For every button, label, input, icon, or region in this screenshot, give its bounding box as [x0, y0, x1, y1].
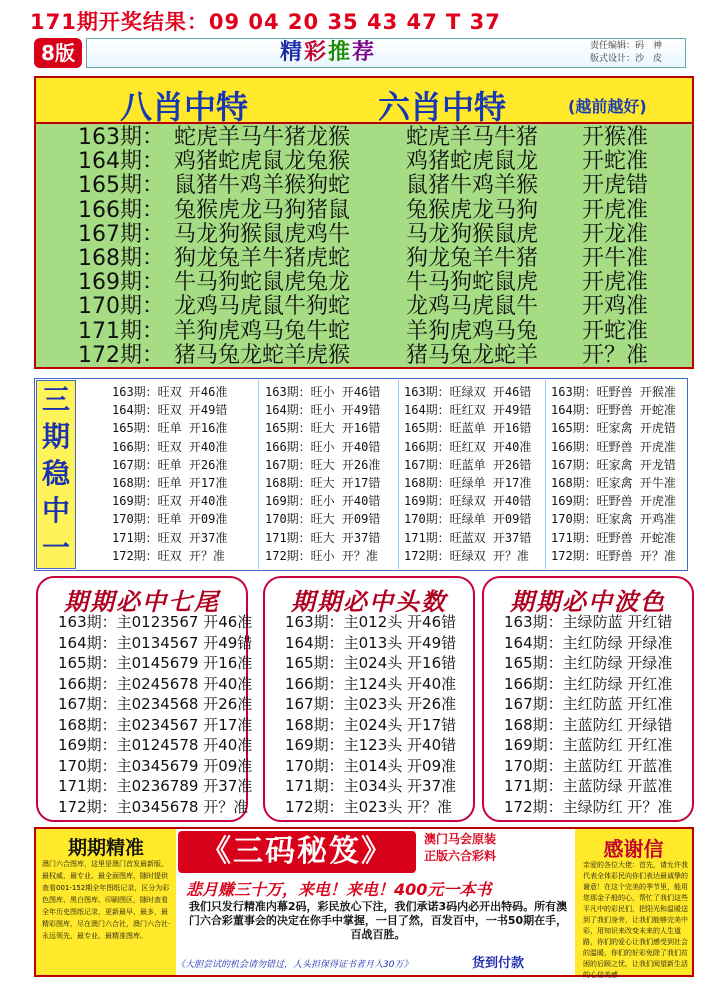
prediction-row: 170期：主0345679 开09准: [58, 756, 253, 775]
zodiac-row-eight: 牛马狗蛇鼠虎兔龙: [174, 270, 351, 296]
three-period-row: 171期：旺大 开37错: [265, 530, 381, 545]
zodiac-row-result: 开虎准: [582, 197, 649, 223]
zodiac-row: [78, 126, 648, 150]
three-period-title: 三 期 稳 中 一: [36, 380, 76, 569]
book-description: 我们只发行精准内幕2码，彩民放心下注，我们承诺3码内必开出特码。所有澳门六合彩董事会的决定在你手中掌握，一目了然，百发百中，一书50期在手，百战百胜。: [188, 900, 568, 941]
prediction-row: 163期：主012头 开46错: [285, 613, 457, 631]
zodiac-row-result: 开龙准: [582, 221, 649, 247]
prediction-row: 165期：主024头 开16错: [285, 654, 457, 672]
prediction-row: 169期：主蓝防红 开红准: [504, 736, 673, 754]
three-period-row: 163期：旺小 开46错: [265, 385, 381, 399]
left-panel-text: 澳门六合图库，这里是澳门首发最新版、最权威、最专业、最全面图库，随时提供查看001-152期全年图纸记录，区分为彩色图库、黑白图库、印刷图区，随时查看全年历史图纸记录，更新最早、最多，最精彩图库，尽在澳门六合社，澳门六合社·永远领先、最专业、最精准图库。: [42, 860, 171, 940]
prediction-row: 170期：主014头 开09准: [285, 756, 457, 775]
credits: [590, 40, 662, 66]
three-period-row: 170期：旺单 开09准: [112, 512, 228, 527]
zodiac-row-six: 鼠猪牛鸡羊猴: [406, 173, 539, 199]
prediction-card-title: 期期必中七尾: [64, 587, 220, 616]
banner-title: 精彩推荐: [280, 40, 377, 65]
zodiac-row-period: 165期：: [78, 173, 164, 199]
prediction-row: 172期：主绿防红 开？准: [504, 797, 673, 816]
editor-credit: 责任编辑：码 神: [590, 41, 663, 51]
prediction-row: 164期：主0134567 开49错: [58, 633, 253, 652]
prediction-row: 166期：主0245678 开40准: [58, 674, 253, 693]
three-period-row: 167期：旺单 开26准: [112, 457, 228, 472]
zodiac-row-six: 羊狗虎鸡马兔: [406, 318, 539, 344]
zodiac-row-eight: 兔猴虎龙马狗猪鼠: [174, 197, 351, 223]
zodiac-row: [78, 295, 648, 319]
section-note: (越前越好): [568, 97, 647, 116]
zodiac-row-eight: 马龙狗猴鼠虎鸡牛: [174, 221, 351, 247]
zodiac-row-result: 开？准: [582, 342, 649, 368]
zodiac-row-six: 猪马兔龙蛇羊: [406, 342, 539, 368]
prediction-row: 164期：主红防绿 开绿准: [504, 633, 673, 652]
thank-you-title: 感谢信: [603, 837, 664, 861]
three-period-row: 167期：旺家禽 开龙错: [551, 457, 676, 472]
thank-you-text: 亲爱的各位大佬：首先，请允许我代表全体彩民向你们表达最诚挚的谢意！在这个完美的季节里，能用您那金子般的心，帮忙了我们这些平凡中的彩民们，把阳光和温暖送到了我们身旁，让我们能够完美中彩，用知识来改变未来的人生道路，你们的爱心让我们感受到社会的温暖，你们的好彩免除了我们贫困的后顾之忧，让我们阅望新生活的心信美感: [583, 861, 688, 979]
column-divider: [545, 380, 546, 569]
prediction-row: 163期：主绿防蓝 开红错: [504, 613, 673, 631]
prediction-row: 163期：主0123567 开46准: [58, 613, 253, 631]
prediction-row: 167期：主红防蓝 开红准: [504, 695, 673, 713]
zodiac-row: [78, 271, 648, 295]
zodiac-row-period: 169期：: [78, 270, 164, 296]
three-period-column: [265, 383, 380, 565]
zodiac-row-period: 163期：: [78, 125, 164, 150]
prediction-card-list: [285, 612, 456, 817]
zodiac-row-eight: 蛇虎羊马牛猪龙猴: [174, 125, 351, 150]
prediction-card-list: [58, 612, 252, 817]
three-period-row: 169期：旺双 开40准: [112, 494, 228, 509]
prediction-row: 164期：主013头 开49错: [285, 633, 457, 652]
three-period-row: 170期：旺绿单 开09错: [404, 512, 532, 527]
zodiac-row-period: 166期：: [78, 197, 164, 223]
three-period-row: 169期：旺小 开40错: [265, 494, 381, 509]
three-period-row: 166期：旺双 开40准: [112, 439, 228, 454]
zodiac-row-eight: 羊狗虎鸡马兔牛蛇: [174, 318, 351, 344]
three-period-row: 171期：旺野兽 开蛇准: [551, 530, 676, 545]
three-period-row: 165期：旺家禽 开虎错: [551, 421, 676, 436]
zodiac-row: [78, 150, 648, 174]
prediction-row: 168期：主024头 开17错: [285, 715, 457, 734]
zodiac-row-result: 开牛准: [582, 246, 649, 271]
prediction-row: 169期：主123头 开40错: [285, 736, 457, 754]
prediction-row: 171期：主034头 开37准: [285, 777, 457, 795]
three-period-row: 168期：旺家禽 开牛准: [551, 475, 676, 490]
zodiac-row-six: 牛马狗蛇鼠虎: [406, 270, 539, 296]
zodiac-row-eight: 龙鸡马虎鼠牛狗蛇: [174, 294, 351, 320]
prediction-row: 168期：主蓝防红 开绿错: [504, 715, 673, 734]
three-period-row: 164期：旺双 开49错: [112, 403, 228, 418]
three-period-row: 163期：旺绿双 开46错: [404, 385, 532, 399]
zodiac-row: [78, 247, 648, 271]
zodiac-row-period: 164期：: [78, 149, 164, 175]
zodiac-row: [78, 199, 648, 223]
prediction-row: 171期：主蓝防绿 开蓝准: [504, 777, 673, 795]
prediction-row: 171期：主0236789 开37准: [58, 777, 253, 795]
draw-result: 171期开奖结果：09 04 20 35 43 47 T 37: [30, 10, 501, 34]
prediction-row: 165期：主红防绿 开绿准: [504, 654, 673, 672]
zodiac-row-period: 167期：: [78, 221, 164, 247]
zodiac-row-result: 开虎准: [582, 270, 649, 296]
three-period-row: 167期：旺大 开26准: [265, 457, 381, 472]
six-zodiac-title: 六肖中特: [378, 88, 507, 126]
three-period-row: 164期：旺野兽 开蛇准: [551, 403, 676, 418]
column-divider: [398, 380, 399, 569]
zodiac-row-six: 鸡猪蛇虎鼠龙: [406, 149, 539, 175]
zodiac-row-six: 龙鸡马虎鼠牛: [406, 294, 539, 320]
three-period-row: 165期：旺大 开16错: [265, 421, 381, 436]
book-subtitle: 澳门马会原装 正版六合彩料: [424, 832, 497, 863]
three-period-row: 171期：旺蓝双 开37错: [404, 530, 532, 545]
book-title: 《三码秘笈》: [201, 834, 393, 869]
zodiac-row-result: 开蛇准: [582, 318, 649, 344]
three-period-column: [404, 383, 531, 565]
three-period-row: 169期：旺绿双 开40错: [404, 494, 532, 509]
three-period-row: 166期：旺小 开40错: [265, 439, 381, 454]
prediction-row: 166期：主124头 开40准: [285, 674, 457, 693]
book-footnote: 《大胆尝试的机会请勿错过，人头担保得证书者月入30万》: [176, 960, 413, 970]
zodiac-row: [78, 223, 648, 247]
prediction-card-title: 期期必中波色: [510, 587, 666, 616]
three-period-row: 167期：旺蓝单 开26错: [404, 457, 532, 472]
prediction-row: 167期：主023头 开26准: [285, 695, 457, 713]
zodiac-row-eight: 狗龙兔羊牛猪虎蛇: [174, 246, 351, 271]
three-period-row: 168期：旺绿单 开17准: [404, 475, 532, 490]
zodiac-row-six: 马龙狗猴鼠虎: [406, 221, 539, 247]
zodiac-row-result: 开蛇准: [582, 149, 649, 175]
prediction-row: 167期：主0234568 开26准: [58, 695, 253, 713]
column-divider: [258, 380, 259, 569]
three-period-row: 168期：旺大 开17错: [265, 475, 381, 490]
zodiac-row: [78, 320, 648, 344]
prediction-row: 170期：主蓝防红 开蓝准: [504, 756, 673, 775]
three-period-row: 170期：旺大 开09错: [265, 512, 381, 527]
prediction-row: 172期：主0345678 开？准: [58, 797, 249, 816]
zodiac-row-six: 兔猴虎龙马狗: [406, 197, 539, 223]
three-period-row: 172期：旺绿双 开？准: [404, 548, 529, 563]
zodiac-row-result: 开猴准: [582, 125, 649, 150]
edition-badge: 8版: [34, 38, 82, 68]
book-price-line: 悲月赚三十万，来电！来电！400元一本书: [186, 880, 492, 899]
zodiac-row-eight: 猪马兔龙蛇羊虎猴: [174, 342, 351, 368]
three-period-row: 163期：旺双 开46准: [112, 385, 228, 399]
zodiac-row-result: 开虎错: [582, 173, 649, 199]
three-period-row: 168期：旺单 开17准: [112, 475, 228, 490]
three-period-row: 166期：旺红双 开40准: [404, 439, 532, 454]
three-period-row: 171期：旺双 开37准: [112, 530, 228, 545]
zodiac-row: [78, 344, 648, 368]
left-panel-title: 期期精准: [67, 837, 144, 859]
zodiac-row-period: 168期：: [78, 246, 164, 271]
prediction-card-title: 期期必中头数: [291, 587, 447, 616]
three-period-row: 166期：旺野兽 开虎准: [551, 439, 676, 454]
three-period-row: 172期：旺双 开？准: [112, 548, 225, 563]
designer-credit: 版式设计：沙 皮: [590, 54, 663, 64]
prediction-card-list: [504, 612, 672, 817]
three-period-column: [551, 383, 676, 565]
prediction-row: 169期：主0124578 开40准: [58, 736, 253, 754]
three-period-row: 163期：旺野兽 开猴准: [551, 385, 676, 399]
zodiac-row-period: 171期：: [78, 318, 164, 344]
zodiac-row-six: 狗龙兔羊牛猪: [406, 246, 539, 271]
prediction-row: 165期：主0145679 开16准: [58, 654, 253, 672]
zodiac-row-six: 蛇虎羊马牛猪: [406, 125, 539, 150]
zodiac-row-eight: 鼠猪牛鸡羊猴狗蛇: [174, 173, 351, 199]
three-period-row: 164期：旺红双 开49错: [404, 403, 532, 418]
cash-on-delivery: 货到付款: [472, 956, 525, 971]
eight-zodiac-title: 八肖中特: [120, 88, 249, 126]
prediction-row: 166期：主红防绿 开红准: [504, 674, 673, 693]
zodiac-row: [78, 174, 648, 198]
three-period-row: 169期：旺野兽 开虎准: [551, 494, 676, 509]
three-period-column: [112, 383, 227, 565]
zodiac-row-result: 开鸡准: [582, 294, 649, 320]
zodiac-row-period: 172期：: [78, 342, 164, 368]
three-period-row: 165期：旺蓝单 开16错: [404, 421, 532, 436]
zodiac-row-period: 170期：: [78, 294, 164, 320]
three-period-row: 164期：旺小 开49错: [265, 403, 381, 418]
zodiac-row-eight: 鸡猪蛇虎鼠龙兔猴: [174, 149, 351, 175]
prediction-row: 172期：主023头 开？准: [285, 797, 453, 816]
three-period-row: 172期：旺小 开？准: [265, 548, 378, 563]
three-period-row: 170期：旺家禽 开鸡准: [551, 512, 676, 527]
three-period-row: 165期：旺单 开16准: [112, 421, 228, 436]
three-period-row: 172期：旺野兽 开？准: [551, 548, 676, 563]
prediction-row: 168期：主0234567 开17准: [58, 715, 253, 734]
